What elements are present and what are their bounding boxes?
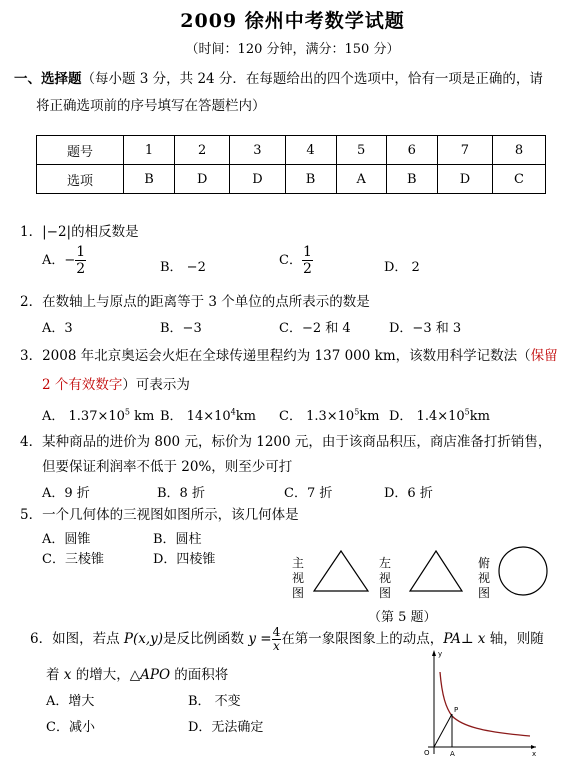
q3-option-c [279,405,380,424]
side-view-triangle [408,549,464,593]
question-3-stem-line1 [20,344,558,364]
q4-option-d: D．6 折 [384,486,433,501]
q3-highlight: 保留 [530,348,558,364]
page-title: 2009 徐州中考数学试题 [180,10,405,32]
q6-option-c: C．减小 [46,720,95,735]
exponent: 5 [124,407,130,417]
table-row [37,136,546,165]
x-axis-symbol: x [473,631,490,647]
question-2-stem: 2．在数轴上与原点的距离等于 3 个单位的点所表示的数是 [20,294,370,310]
hyperbola-curve [440,672,530,736]
x-axis-arrow [531,745,536,749]
q3-option-b [160,405,256,424]
question-number-cell: 1 [124,136,175,165]
q2-option-b: B．−3 [160,321,202,336]
question-number-cell: 4 [285,136,336,165]
answer-cell: D [230,165,285,194]
q1-option-b: B． −2 [160,260,206,275]
q3-text: ）可表示为 [122,377,190,393]
q6-option-a: A．增大 [46,694,95,709]
x-label: x [532,750,537,758]
q1-c-label: C． [279,253,302,268]
segment-pa: PA [443,631,461,647]
point-a-label: A [450,750,455,758]
origin-label: O [424,749,430,757]
exam-info: （时间：120 分钟，满分：150 分） [185,42,400,57]
exponent: 5 [354,407,360,417]
unit: km [359,409,380,424]
q1-a-label: A．− [42,253,76,268]
question-number-cell: 6 [386,136,437,165]
answer-cell: C [493,165,546,194]
denominator: 2 [302,261,312,277]
exponent: 5 [464,407,470,417]
instructions-line2: 将正确选项前的序号填写在答题栏内） [36,98,266,114]
variable-x: x [63,667,72,683]
row-header-answer: 选项 [37,165,124,194]
question-number-cell: 3 [230,136,285,165]
answer-cell: B [124,165,175,194]
denominator: x [273,639,280,653]
fraction [75,244,86,277]
q6-text: 6．如图，若点 [30,631,124,647]
table-row [37,165,546,194]
unit: km [469,409,490,424]
q6-text: 轴，则随 [489,631,544,647]
q6-option-b: B． 不变 [188,694,241,709]
q6-text: 的增大，△ [71,667,141,683]
q4-option-c: C．7 折 [284,486,333,501]
question-4-stem-line2: 但要保证利润率不低于 20%，则至少可打 [42,459,293,475]
unit: km [130,409,155,424]
q3-highlight: 2 个有效数字 [42,377,123,393]
numerator: 4 [272,625,281,639]
answer-cell: A [336,165,386,194]
figure-5-caption: （第 5 题） [368,610,437,625]
q5-option-b: B．圆柱 [153,532,202,547]
q2-option-c: C．−2 和 4 [279,321,351,336]
q5-option-d: D．四棱锥 [153,552,216,567]
q3-option-a [42,405,154,424]
perpendicular-symbol: ⊥ [460,631,474,647]
question-5-stem: 5．一个几何体的三视图如图所示，该几何体是 [20,507,299,523]
point-p-label: P [454,706,459,714]
q1-option-a [42,244,86,277]
question-number-cell: 8 [493,136,546,165]
q3-text: 3．2008 年北京奥运会火炬在全球传递里程约为 137 000 km，该数用科学记数法（ [20,348,531,364]
instructions-line1: （每小题 3 分，共 24 分．在每题给出的四个选项中，恰有一项是正确的，请 [81,71,543,87]
q3-d-text: D． 1.4×10 [389,409,465,424]
q3-c-text: C． 1.3×10 [279,409,355,424]
q4-option-b: B．8 折 [157,486,205,501]
answer-cell: D [437,165,492,194]
y-axis-arrow [432,650,436,656]
q1-option-c [279,244,313,277]
front-view-triangle [312,549,370,593]
question-4-stem-line1: 4．某种商品的进价为 800 元，标价为 1200 元，由于该商品积压，商店准备打折销售， [20,434,552,450]
q6-text: 是反比例函数 [163,631,249,647]
question-1-stem: 1．|−2|的相反数是 [20,224,139,240]
answer-cell: B [386,165,437,194]
top-view-circle [497,545,549,597]
question-number-cell: 5 [336,136,386,165]
denominator: 2 [76,261,86,277]
q4-option-a: A．9 折 [42,486,90,501]
q3-b-text: B． 14×10 [160,409,231,424]
question-number-cell: 2 [175,136,230,165]
y-label: y [438,650,443,658]
function-fraction [272,626,282,653]
q5-option-c: C．三棱锥 [42,552,104,567]
q2-option-d: D．−3 和 3 [389,321,462,336]
answer-cell: D [175,165,230,194]
q2-option-a: A．3 [42,321,73,336]
point-p: P(x,y) [123,631,164,647]
q6-text: 在第一象限图象上的动点， [281,631,444,647]
front-view-label: 主视图 [291,556,304,600]
numerator: 1 [302,244,312,260]
q6-text: 着 [46,667,64,683]
section-instructions [14,66,574,120]
q3-a-text: A． 1.37×10 [42,409,125,424]
q1-option-d: D． 2 [384,260,420,275]
row-header-number: 题号 [37,136,124,165]
q6-text: 的面积将 [170,667,229,683]
numerator: 1 [76,244,86,260]
side-view-label: 左视图 [378,556,391,600]
function-y: y = [248,631,272,647]
fraction [302,244,313,277]
exponent: 4 [230,407,236,417]
hyperbola-graph [412,646,542,758]
top-view-label: 俯视图 [477,556,490,600]
question-3-stem-line2 [42,373,190,393]
answer-cell: B [285,165,336,194]
q6-option-d: D．无法确定 [188,720,264,735]
section-heading: 一、选择题 [14,71,82,87]
answer-table [36,135,546,194]
q5-option-a: A．圆锥 [42,532,91,547]
segment-op [434,714,452,747]
q3-option-d [389,405,490,424]
question-number-cell: 7 [437,136,492,165]
question-6-stem-line2 [46,663,228,683]
triangle-apo: APO [140,667,171,683]
unit: km [235,409,256,424]
